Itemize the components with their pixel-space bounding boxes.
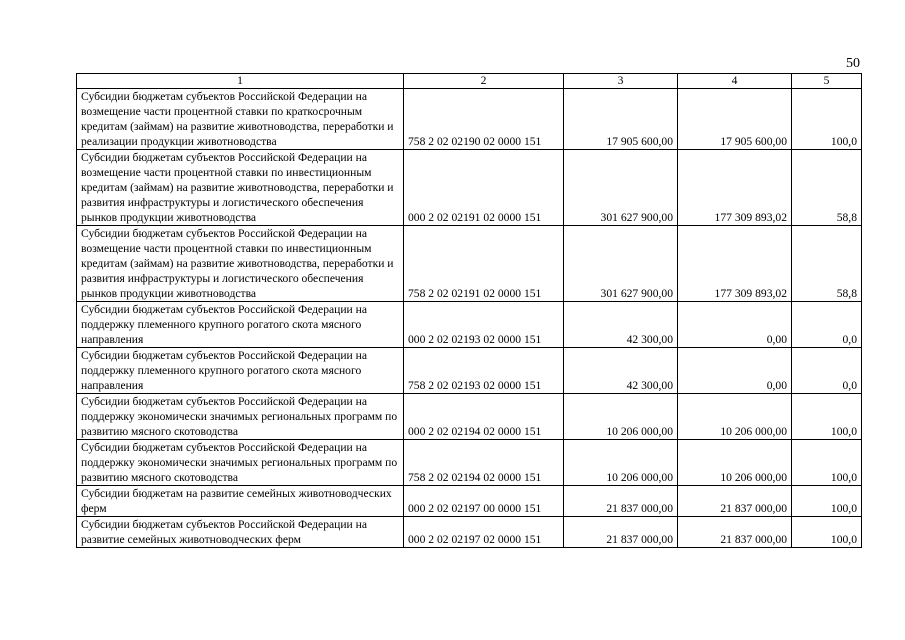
row-planned-amount: 42 300,00 [564,302,678,348]
row-description: Субсидии бюджетам на развитие семейных животноводческих ферм [77,486,404,517]
row-planned-amount: 301 627 900,00 [564,150,678,226]
column-header: 3 [564,74,678,89]
row-percent: 58,8 [792,150,862,226]
row-percent: 58,8 [792,226,862,302]
row-planned-amount: 301 627 900,00 [564,226,678,302]
row-description: Субсидии бюджетам субъектов Российской Федерации на возмещение части процентной ставки по инвестиционным кредитам (займам) на развитие животноводства, переработки и развития инфраструктуры и логистического обеспечения рынков продукции животноводства [77,226,404,302]
row-planned-amount: 10 206 000,00 [564,440,678,486]
row-description: Субсидии бюджетам субъектов Российской Федерации на развитие семейных животноводческих ферм [77,517,404,548]
row-code: 000 2 02 02197 02 0000 151 [404,517,564,548]
table-row [77,89,862,150]
row-planned-amount: 42 300,00 [564,348,678,394]
row-actual-amount: 10 206 000,00 [678,440,792,486]
row-percent: 0,0 [792,348,862,394]
row-description: Субсидии бюджетам субъектов Российской Федерации на возмещение части процентной ставки по краткосрочным кредитам (займам) на развитие животноводства, переработки и реализации продукции животноводства [77,89,404,150]
row-planned-amount: 10 206 000,00 [564,394,678,440]
row-code: 000 2 02 02197 00 0000 151 [404,486,564,517]
row-percent: 100,0 [792,517,862,548]
row-code: 758 2 02 02193 02 0000 151 [404,348,564,394]
row-percent: 0,0 [792,302,862,348]
row-actual-amount: 21 837 000,00 [678,486,792,517]
row-code: 000 2 02 02194 02 0000 151 [404,394,564,440]
row-code: 000 2 02 02191 02 0000 151 [404,150,564,226]
row-description: Субсидии бюджетам субъектов Российской Федерации на поддержку экономически значимых региональных программ по развитию мясного скотоводства [77,440,404,486]
table-header-row [77,74,862,89]
budget-table [76,73,862,548]
row-code: 000 2 02 02193 02 0000 151 [404,302,564,348]
table-row [77,517,862,548]
table-row [77,150,862,226]
row-description: Субсидии бюджетам субъектов Российской Федерации на поддержку экономически значимых региональных программ по развитию мясного скотоводства [77,394,404,440]
column-header: 1 [77,74,404,89]
row-planned-amount: 21 837 000,00 [564,486,678,517]
row-actual-amount: 21 837 000,00 [678,517,792,548]
row-actual-amount: 10 206 000,00 [678,394,792,440]
row-description: Субсидии бюджетам субъектов Российской Федерации на поддержку племенного крупного рогатого скота мясного направления [77,302,404,348]
row-actual-amount: 0,00 [678,348,792,394]
row-actual-amount: 177 309 893,02 [678,226,792,302]
column-header: 2 [404,74,564,89]
row-planned-amount: 21 837 000,00 [564,517,678,548]
table-row [77,440,862,486]
column-header: 4 [678,74,792,89]
row-code: 758 2 02 02194 02 0000 151 [404,440,564,486]
row-description: Субсидии бюджетам субъектов Российской Федерации на поддержку племенного крупного рогатого скота мясного направления [77,348,404,394]
table-row [77,302,862,348]
row-actual-amount: 177 309 893,02 [678,150,792,226]
row-percent: 100,0 [792,440,862,486]
row-code: 758 2 02 02190 02 0000 151 [404,89,564,150]
column-header: 5 [792,74,862,89]
row-actual-amount: 0,00 [678,302,792,348]
row-percent: 100,0 [792,486,862,517]
row-percent: 100,0 [792,394,862,440]
row-code: 758 2 02 02191 02 0000 151 [404,226,564,302]
page-number: 50 [846,56,860,71]
row-percent: 100,0 [792,89,862,150]
table-row [77,226,862,302]
row-actual-amount: 17 905 600,00 [678,89,792,150]
table-row [77,348,862,394]
table-row [77,486,862,517]
row-planned-amount: 17 905 600,00 [564,89,678,150]
table-row [77,394,862,440]
row-description: Субсидии бюджетам субъектов Российской Федерации на возмещение части процентной ставки по инвестиционным кредитам (займам) на развитие животноводства, переработки и развития инфраструктуры и логистического обеспечения рынков продукции животноводства [77,150,404,226]
